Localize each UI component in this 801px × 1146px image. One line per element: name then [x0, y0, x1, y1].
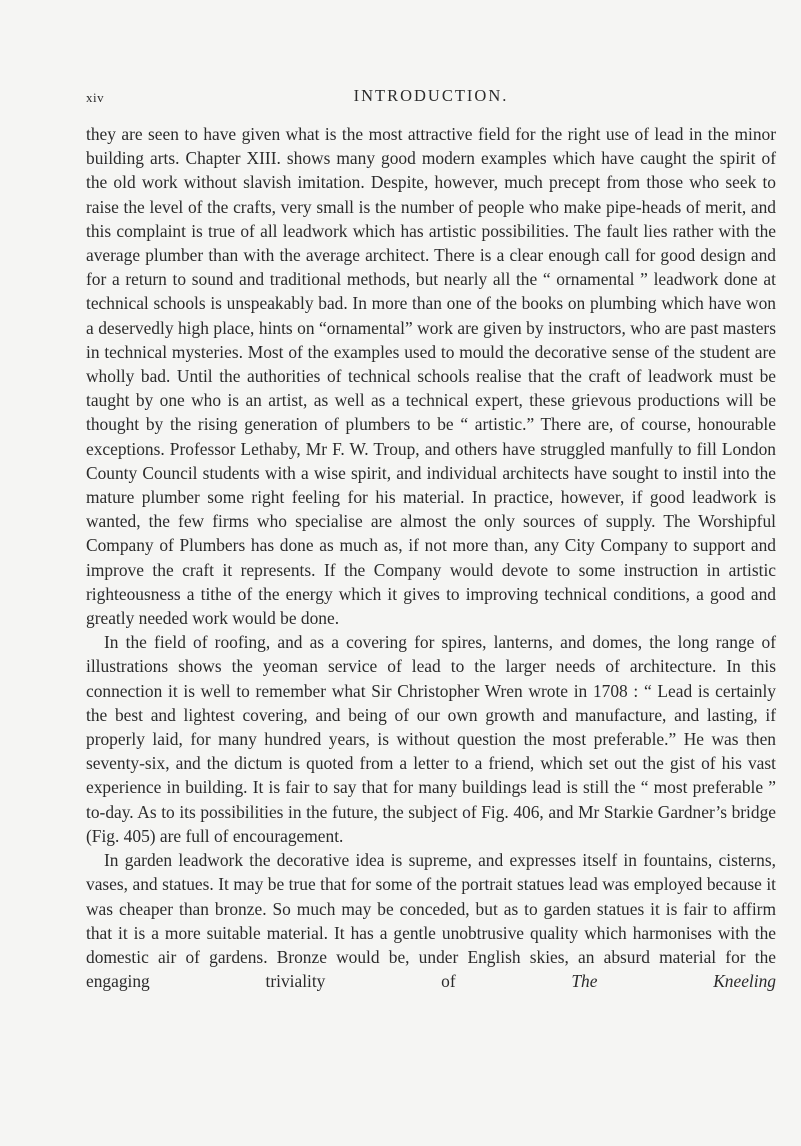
paragraph-3	[86, 848, 776, 993]
running-title: INTRODUCTION.	[353, 86, 509, 105]
paragraph-2: In the field of roofing, and as a covering for spires, lanterns, and domes, the long range of illustrations shows the yeoman service of lead to the larger needs of architecture. In this connection it is well to remember what Sir Christopher Wren wrote in 1708 : “ Lead is certainly the best and lightest covering, and being of our own growth and manufacture, and lasting, if properly laid, for many hundred years, is without question the most preferable.” He was then seventy-six, and the dictum is quoted from a letter to a friend, which set out the gist of his vast experience in building. It is fair to say that for many buildings lead is still the “ most preferable ” to-day. As to its possibilities in the future, the subject of Fig. 406, and Mr Starkie Gardner’s bridge (Fig. 405) are full of encouragement.	[86, 632, 776, 846]
running-head	[86, 86, 776, 108]
page-number: xiv	[86, 90, 105, 105]
body-text	[86, 122, 776, 993]
paragraph-3-text: In garden leadwork the decorative idea is supreme, and expresses itself in fountains, cisterns, vases, and statues. It may be true that for some of the portrait statues lead was employed because it was cheaper than bronze. So much may be conceded, but as to garden statues it is fair to affirm that it is a more suitable material. It has a gentle unobtrusive quality which harmonises with the domestic air of gardens. Bronze would be, under English skies, an absurd material for the engaging triviality of	[86, 850, 776, 992]
paragraph-1: they are seen to have given what is the most attractive field for the right use of lead in the minor building arts. Chapter XIII. shows many good modern examples which have caught the spirit of the old work without slavish imitation. Despite, however, much precept from those who seek to raise the level of the crafts, very small is the number of people who make pipe-heads of merit, and this complaint is true of all leadwork which has artistic possibilities. The fault lies rather with the average plumber than with the average architect. There is a clear enough call for good design and for a return to sound and traditional methods, but nearly all the “ ornamental ” leadwork done at technical schools is unspeakably bad. In more than one of the books on plumbing which have won a deservedly high place, hints on “ornamental” work are given by instructors, who are past masters in technical mysteries. Most of the examples used to mould the decorative sense of the student are wholly bad. Until the authorities of technical schools realise that the craft of leadwork must be taught by one who is an artist, as well as a technical expert, these grievous productions will be thought by the rising generation of plumbers to be “ artistic.” There are, of course, honourable exceptions. Professor Lethaby, Mr F. W. Troup, and others have struggled manfully to fill London County Council students with a wise spirit, and individual architects have sought to instil into the mature plumber some right feeling for his material. In practice, however, if good leadwork is wanted, the few firms who specialise are almost the only sources of supply. The Worshipful Company of Plumbers has done as much as, if not more than, any City Company to support and improve the craft it represents. If the Company would devote to some instruction in artistic righteousness a tithe of the energy which it gives to improving technical conditions, a good and greatly needed work would be done.	[86, 124, 776, 629]
italic-title-fragment: The Kneeling	[571, 971, 776, 992]
